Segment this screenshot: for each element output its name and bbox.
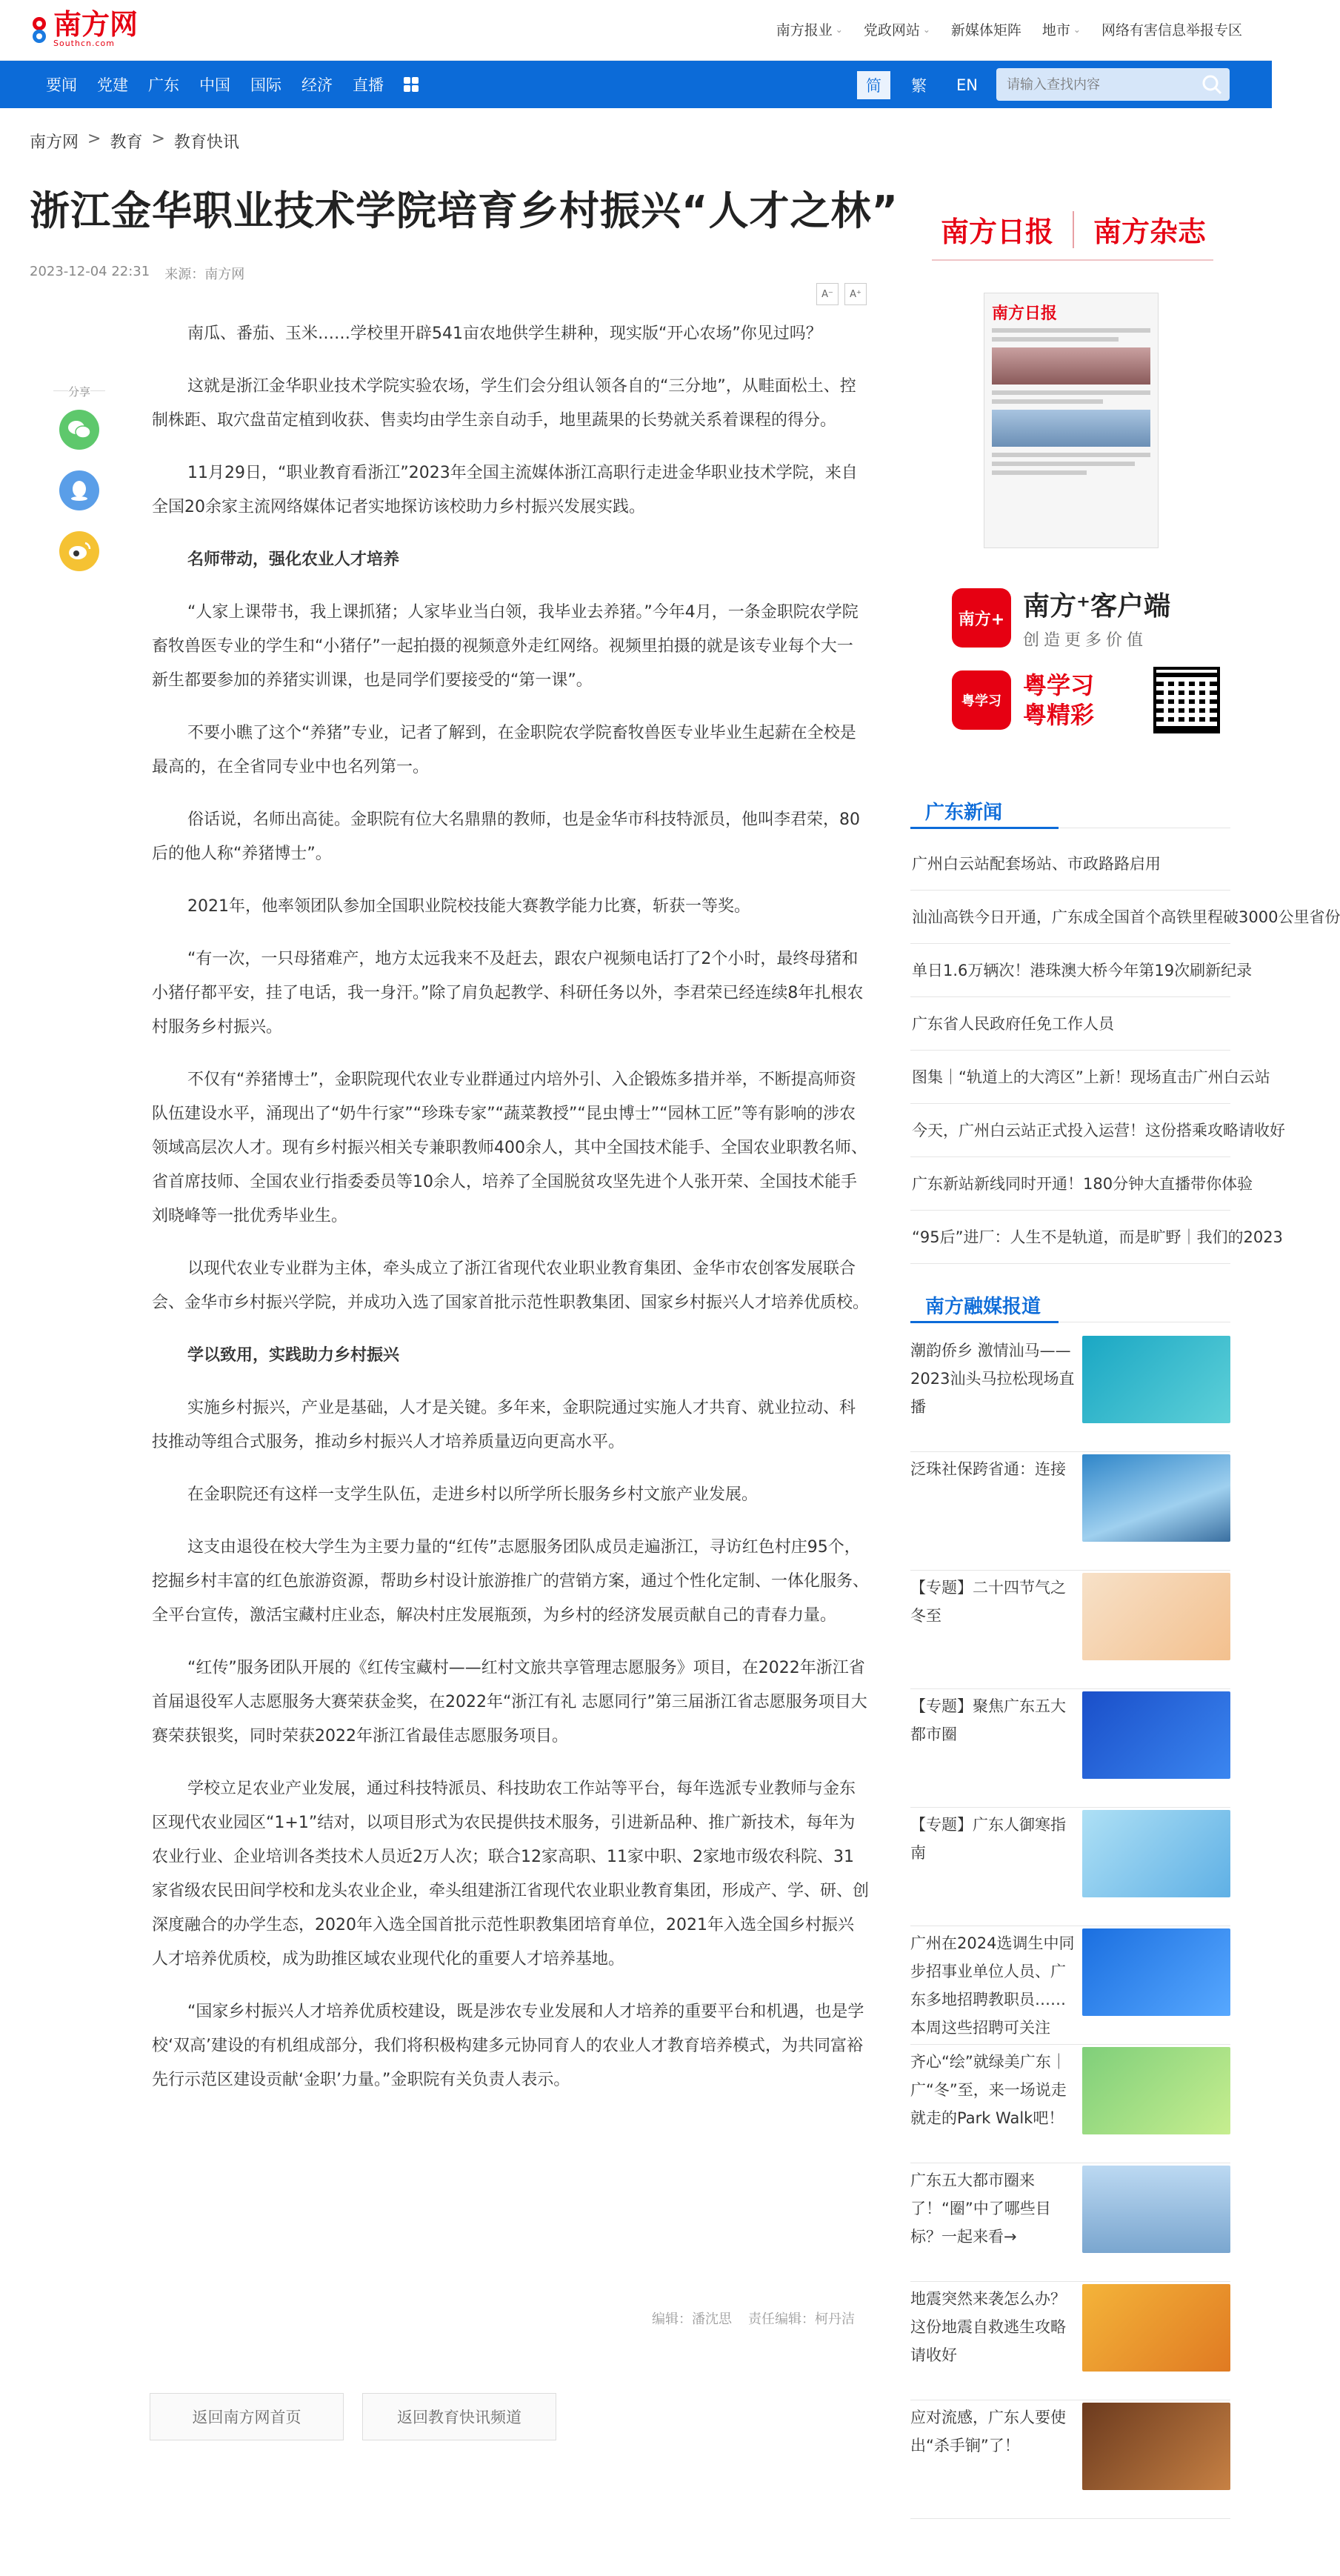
breadcrumb-item-news[interactable]: 教育快讯 [173,133,239,152]
media-thumbnail-solar-term[interactable] [1082,1573,1230,1660]
nav-item[interactable]: 要闻 [46,76,77,94]
nanfang-plus-app[interactable] [952,585,1170,650]
media-item[interactable] [910,1452,1230,1571]
media-item-text: 应对流感，广东人要使出“杀手锏”了！ [910,2409,1066,2454]
media-item-text: 地震突然来袭怎么办？这份地震自救逃生攻略请收好 [910,2290,1066,2364]
search-icon[interactable] [1201,74,1222,95]
media-thumbnail-marathon[interactable] [1082,1336,1230,1423]
media-item-text: 广州在2024选调生中同步招事业单位人员、广东多地招聘教职员……本周这些招聘可关注 [910,1934,1075,2037]
media-item[interactable] [910,1926,1230,2045]
article-paragraph: 实施乡村振兴，产业是基础，人才是关键。多年来，金职院通过实施人才共育、就业拉动、科技推动等组合式服务，推动乡村振兴人才培养质量迈向更高水平。 [152,1399,856,1451]
article-paragraph: 在金职院还有这样一支学生队伍，走进乡村以所学所长服务乡村文旅产业发展。 [187,1485,759,1504]
nav-items [46,61,419,108]
article-subheading: 名师带动，强化农业人才培养 [187,550,400,569]
top-link-label: 南方报业 [776,22,833,39]
media-item[interactable] [910,2282,1230,2400]
gd-news-item[interactable]: 广东新站新线同时开通！180分钟大直播带你体验 [910,1157,1230,1211]
nav-item[interactable]: 党建 [97,76,128,94]
breadcrumb-item-education[interactable]: 教育 [110,133,143,152]
breadcrumb-sep: > [151,130,165,148]
gd-news-item[interactable]: 广东省人民政府任免工作人员 [910,997,1230,1051]
media-thumbnail-metro-circle[interactable] [1082,1691,1230,1779]
media-item[interactable] [910,2045,1230,2163]
media-thumbnail-cold-guide[interactable] [1082,1810,1230,1897]
article-paragraph: 不仅有“养猪博士”，金职院现代农业专业群通过内培外引、入企锻炼多措并举，不断提高师资队伍建设水平，涌现出了“奶牛行家”“珍珠专家”“蔬菜教授”“昆虫博士”“园林工匠”等有影响的涉农领域高层次人才。现有乡村振兴相关专兼职教师400余人，其中全国技术能手、全国农业职教名师、省首席技师、全国农业行指委委员等10余人，培养了全国脱贫攻坚先进个人张开荣、全国技术能手刘晓峰等一批优秀毕业生。 [152,1071,867,1225]
top-link-label: 网络有害信息举报专区 [1101,22,1242,39]
qq-share-icon[interactable] [59,470,99,510]
article-paragraph: “红传”服务团队开展的《红传宝藏村——红村文旅共享管理志愿服务》项目，在2022年浙江省首届退役军人志愿服务大赛荣获金奖，在2022年“浙江有礼 志愿同行”第三届浙江省志愿服务项目大赛荣获银奖，同时荣获2022年浙江省最佳志愿服务项目。 [152,1659,867,1745]
gd-news-title[interactable]: 广东新闻 [925,802,1003,824]
main-nav [0,61,1272,108]
media-item-text: 【专题】聚焦广东五大都市圈 [910,1697,1066,1743]
media-item-text: 【专题】广东人御寒指南 [910,1816,1066,1862]
media-list [910,1334,1230,2519]
top-link-label: 党政网站 [863,22,920,39]
media-thumbnail-park-walk[interactable] [1082,2047,1230,2134]
media-item-text: 齐心“绘”就绿美广东｜广“冬”至，来一场说走就走的Park Walk吧！ [910,2053,1067,2127]
gd-news-item[interactable]: 今天，广州白云站正式投入运营！这份搭乘攻略请收好 [910,1104,1230,1157]
share-panel [39,384,120,592]
article-paragraph: 以现代农业专业群为主体，牵头成立了浙江省现代农业职业教育集团、金华市农创客发展联合会、金华市乡村振兴学院，并成功入选了国家首批示范性职教集团、国家乡村振兴人才培养优质校。 [152,1259,870,1312]
gd-news-header [910,791,1230,828]
back-buttons [150,2393,556,2440]
font-increase-button[interactable]: A⁺ [844,283,867,305]
paper-line [992,328,1150,333]
site-logo[interactable] [30,7,139,48]
paper-photo [992,347,1150,385]
logo-subtext: Southcn.com [53,39,115,48]
article-paragraph: 这支由退役在校大学生为主要力量的“红传”志愿服务团队成员走遍浙江，寻访红色村庄95个，挖掘乡村丰富的红色旅游资源，帮助乡村设计旅游推广的营销方案，通过个性化定制、一体化服务、全平台宣传，激活宝藏村庄业态，解决村庄发展瓶颈，为乡村的经济发展贡献自己的青春力量。 [152,1538,870,1625]
article-paragraph: “人家上课带书，我上课抓猪；人家毕业当白领，我毕业去养猪。”今年4月，一条金职院农学院畜牧兽医专业的学生和“小猪仔”一起拍摄的视频意外走红网络。视频里拍摄的就是该专业每个大一新生都要参加的养猪实训课，也是同学们要接受的“第一课”。 [152,603,859,690]
article-paragraph: 2021年，他率领团队参加全国职业院校技能大赛教学能力比赛，斩获一等奖。 [187,897,750,916]
top-link-label: 新媒体矩阵 [950,22,1021,39]
media-item[interactable] [910,2163,1230,2282]
paper-line [992,470,1087,475]
paper-line [992,337,1119,342]
top-link[interactable] [776,19,843,39]
nanfang-daily-logo: 南方日报 [941,215,1054,248]
media-thumbnail-bridge[interactable] [1082,1454,1230,1542]
article-paragraph: 学校立足农业产业发展，通过科技特派员、科技助农工作站等平台，每年选派专业教师与金东区现代农业园区“1+1”结对，以项目形式为农民提供技术服务，引进新品种、推广新技术，每年为农业行业、企业培训各类技术人员近2万人次；联合12家高职、11家中职、2家地市级农科院、31家省级农民田间学校和龙头农业企业，牵头组建浙江省现代农业职业教育集团，形成产、学、研、创深度融合的办学生态，2020年入选全国首批示范性职教集团培育单位，2021年入选全国乡村振兴人才培养优质校，成为助推区域农业现代化的重要人才培养基地。 [152,1780,870,1968]
app-name: 南方⁺客户端 [1023,591,1171,622]
media-header [910,1285,1230,1322]
lang-option[interactable]: 简 [857,71,890,99]
grid-menu-icon[interactable] [404,77,419,92]
media-thumbnail-earthquake[interactable] [1082,2284,1230,2372]
paper-line [992,390,1150,395]
brand-divider [1073,211,1074,248]
article-paragraph: 不要小瞧了这个“养猪”专业，记者了解到，在金职院农学院畜牧兽医专业毕业生起薪在全校是最高的，在全省同专业中也名列第一。 [152,724,856,776]
editor-name: 编辑：潘沈思 [652,2312,732,2327]
article-editors [652,2309,855,2328]
nanfang-plus-app-icon: 南方+ [952,588,1011,648]
nav-item[interactable]: 广东 [148,76,179,94]
top-link[interactable] [1101,19,1242,39]
paper-brand[interactable] [941,209,1206,250]
media-thumbnail-soup[interactable] [1082,2403,1230,2490]
top-link[interactable] [951,19,1021,39]
media-item-text: 广东五大都市圈来了！“圈”中了哪些目标？一起来看→ [910,2171,1051,2246]
gd-news-item[interactable]: 单日1.6万辆次！港珠澳大桥今年第19次刷新纪录 [910,944,1230,997]
article-paragraph: 俗话说，名师出高徒。金职院有位大名鼎鼎的教师，也是金华市科技特派员，他叫李君荣，80后的他人称“养猪博士”。 [152,811,860,863]
chevron-down-icon: ⌄ [922,24,930,35]
font-size-controls [816,283,867,305]
yuexuexi-app[interactable] [952,667,1220,733]
gd-news-item[interactable]: 广州白云站配套场站、市政路路启用 [910,837,1230,891]
top-links [776,19,1242,39]
share-label: 分享 [39,384,120,399]
article-datetime: 2023-12-04 22:31 [30,264,150,279]
lang-option[interactable]: 繁 [911,77,927,95]
media-item-text: 泛珠社保跨省通：连接 [910,1460,1066,1478]
media-item-text: 潮韵侨乡 激情汕马——2023汕头马拉松现场直播 [910,1342,1075,1416]
media-thumbnail-recruit[interactable] [1082,1928,1230,2016]
media-item[interactable] [910,1808,1230,1926]
search-box [996,68,1230,101]
gd-news-item[interactable]: 图集｜“轨道上的大湾区”上新！现场直击广州白云站 [910,1051,1230,1104]
nanfang-magazine-logo: 南方杂志 [1093,215,1207,248]
nav-item[interactable]: 经济 [301,76,333,94]
nav-item[interactable]: 中国 [199,76,230,94]
font-decrease-button[interactable]: A⁻ [816,283,839,305]
logo-mark-icon [30,15,49,44]
yuexuexi-app-icon: 粤学习 [952,670,1011,730]
gd-news-item[interactable]: 汕汕高铁今日开通，广东成全国首个高铁里程破3000公里省份 [910,891,1230,944]
breadcrumb-item-home[interactable]: 南方网 [30,133,79,152]
app2-name-line1: 粤学习 [1023,671,1095,699]
app-slogan: 创造更多价值 [1023,631,1148,650]
media-title[interactable]: 南方融媒报道 [925,1296,1041,1318]
media-item[interactable] [910,2400,1230,2519]
breadcrumb [30,130,239,153]
media-item-text: 【专题】二十四节气之冬至 [910,1579,1066,1625]
top-link[interactable] [1042,19,1081,39]
gd-news-list [910,837,1340,1264]
paper-line [992,462,1135,466]
brand-underline [932,259,1213,261]
article-paragraph: “国家乡村振兴人才培养优质校建设，既是涉农专业发展和人才培养的重要平台和机遇，也是学校‘双高’建设的有机组成部分，我们将积极构建多元协同育人的农业人才教育培养模式，为共同富裕先行示范区建设贡献‘金职’力量。”金职院有关负责人表示。 [152,2003,864,2089]
chevron-down-icon: ⌄ [1073,24,1081,35]
top-bar [0,0,1272,61]
top-link-label: 地市 [1041,22,1070,39]
paper-photo [992,410,1150,447]
article-paragraph: 南瓜、番茄、玉米……学校里开辟541亩农地供学生耕种，现实版“开心农场”你见过吗？ [187,325,822,343]
logo-text: 南方网 [53,7,139,41]
article-paragraph: 11月29日，“职业教育看浙江”2023年全国主流媒体浙江高职行走进金华职业技术学院，来自全国20余家主流网络媒体记者实地探访该校助力乡村振兴发展实践。 [152,464,858,516]
chief-editor-name: 责任编辑：柯丹洁 [748,2312,855,2327]
nav-item[interactable]: 直播 [353,76,384,94]
newspaper-thumbnail[interactable] [984,293,1159,548]
media-item[interactable] [910,1689,1230,1808]
nav-item[interactable]: 国际 [250,76,281,94]
top-link[interactable] [864,19,930,39]
search-input[interactable] [996,68,1181,101]
paper-line [992,399,1103,404]
chevron-down-icon: ⌄ [835,24,843,35]
lang-option[interactable]: EN [956,76,978,94]
media-item[interactable] [910,1334,1230,1452]
article-title: 浙江金华职业技术学院培育乡村振兴“人才之林” [30,187,899,234]
weibo-share-icon[interactable] [59,531,99,571]
media-item[interactable] [910,1571,1230,1689]
article-source: 来源：南方网 [164,267,245,282]
paper-line [992,453,1150,457]
app2-name-line2: 粤精彩 [1023,701,1095,729]
article-paragraph: 这就是浙江金华职业技术学院实验农场，学生们会分组认领各自的“三分地”，从畦面松土、控制株距、取穴盘苗定植到收获、售卖均由学生亲自动手，地里蔬果的长势就关系着课程的得分。 [152,377,856,430]
article-body [152,317,869,2116]
breadcrumb-sep: > [87,130,101,148]
newspaper-masthead: 南方日报 [992,304,1058,323]
qr-code-icon [1153,667,1220,733]
back-channel-button[interactable]: 返回教育快讯频道 [362,2393,556,2440]
gd-news-item[interactable]: “95后”进厂：人生不是轨道，而是旷野｜我们的2023 [910,1211,1230,1264]
wechat-share-icon[interactable] [59,410,99,450]
article-meta [30,264,244,283]
article-subheading: 学以致用，实践助力乡村振兴 [187,1346,400,1365]
back-home-button[interactable]: 返回南方网首页 [150,2393,344,2440]
media-thumbnail-city[interactable] [1082,2166,1230,2253]
language-switch [857,71,999,99]
article-paragraph: “有一次，一只母猪难产，地方太远我来不及赶去，跟农户视频电话打了2个小时，最终母猪和小猪仔都平安，挂了电话，我一身汗。”除了肩负起教学、科研任务以外，李君荣已经连续8年扎根农村服务乡村振兴。 [152,950,864,1036]
